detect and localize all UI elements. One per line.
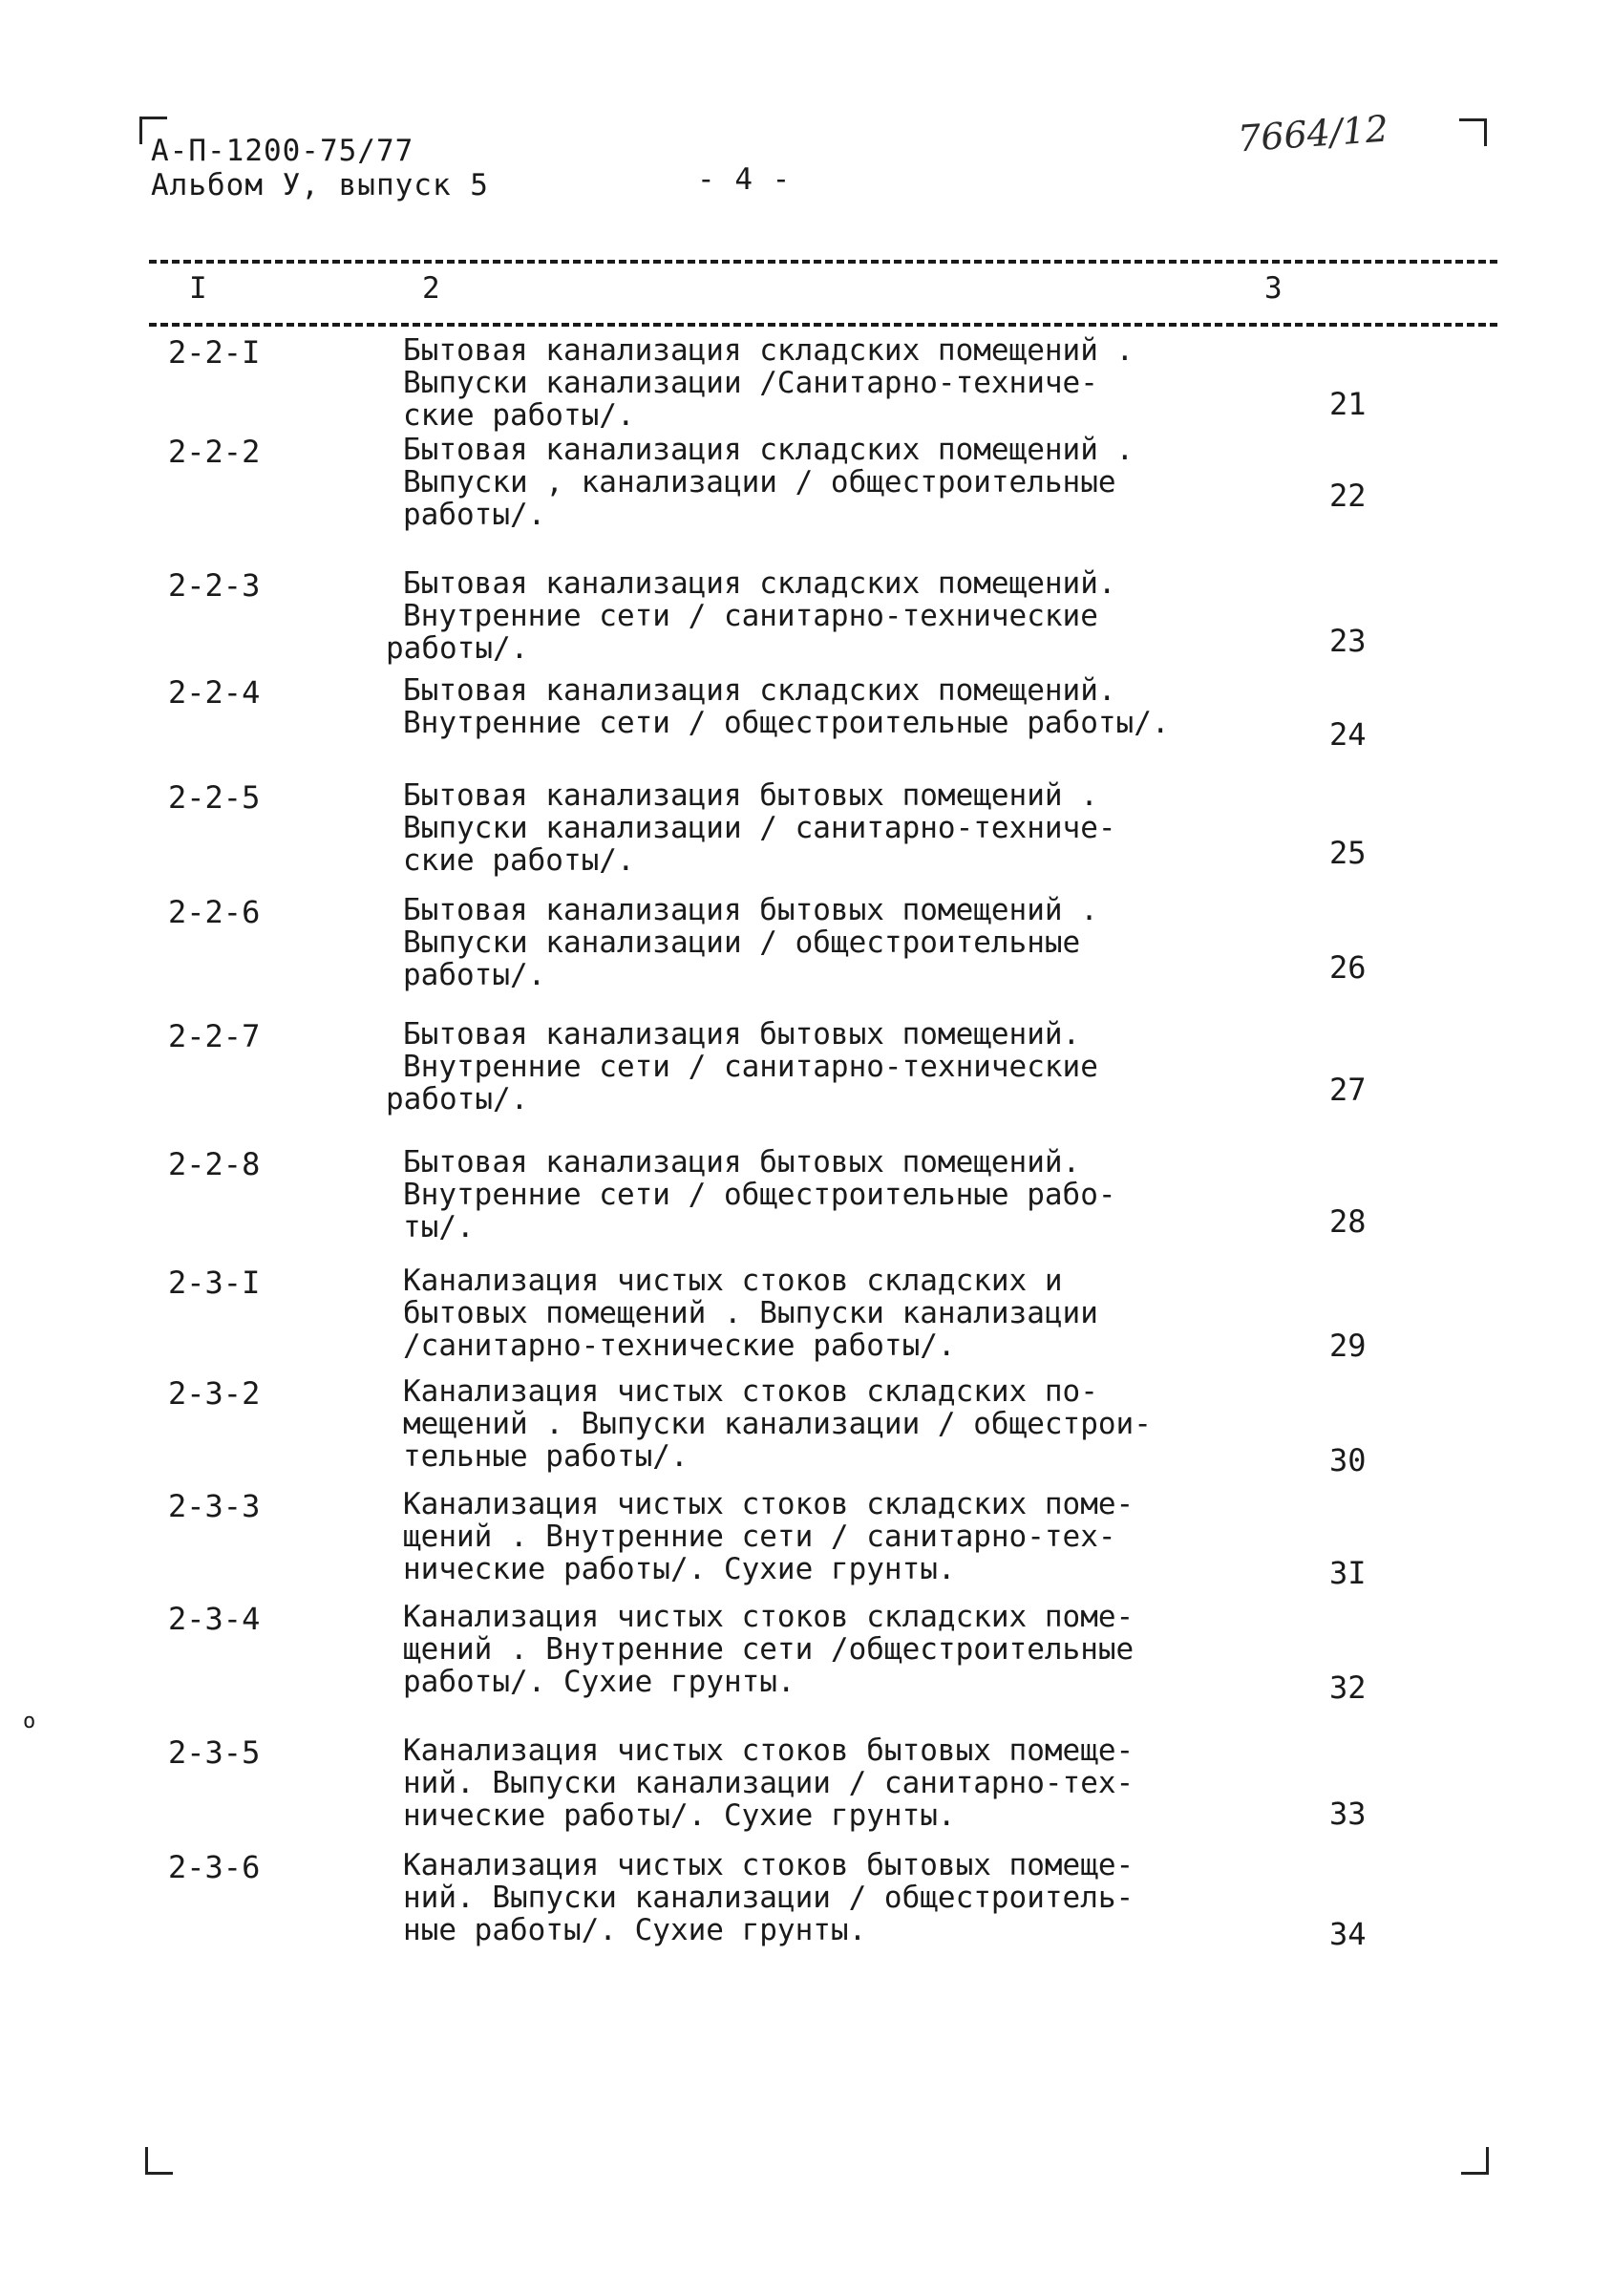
description-line: Внутренние сети / санитарно-технические [403, 1050, 1098, 1084]
sheet-description [403, 674, 1262, 739]
sheet-number: 32 [1329, 1669, 1367, 1706]
sheet-description [403, 894, 1262, 991]
description-line: бытовых помещений . Выпуски канализации [403, 1296, 1098, 1330]
sheet-description [403, 1146, 1262, 1244]
sheet-description [403, 1265, 1262, 1362]
table-row [0, 1265, 1612, 1375]
corner-mark-top-right [1459, 118, 1487, 146]
table-row [0, 779, 1612, 890]
description-line: Внутренние сети / общестроительные работы/. [403, 706, 1170, 740]
corner-mark-bottom-right [1461, 2147, 1489, 2175]
sheet-number: 28 [1329, 1203, 1367, 1240]
table-row [0, 1601, 1612, 1711]
description-line: /санитарно-технические работы/. [403, 1329, 956, 1363]
description-line: нические работы/. Сухие грунты. [403, 1552, 956, 1586]
table-row [0, 1146, 1612, 1257]
sheet-number: 24 [1329, 716, 1367, 753]
description-line: Выпуски канализации / общестроительные [403, 925, 1081, 960]
album-label: Альбом У, выпуск 5 [151, 168, 489, 202]
sheet-description [403, 779, 1262, 877]
sheet-code: 2-3-I [168, 1265, 261, 1301]
sheet-code: 2-3-2 [168, 1375, 261, 1412]
description-line: работы/. [403, 498, 546, 532]
sheet-description [403, 1734, 1262, 1832]
table-row [0, 1849, 1612, 1960]
description-line: Канализация чистых стоков бытовых помеще- [403, 1848, 1135, 1882]
column-header-1: I [189, 271, 207, 306]
description-line: Бытовая канализация складских помещений. [403, 566, 1116, 601]
sheet-code: 2-2-2 [168, 434, 261, 470]
description-line: Канализация чистых стоков складских поме- [403, 1600, 1135, 1634]
table-row [0, 894, 1612, 1005]
table-row [0, 334, 1612, 445]
description-line: Канализация чистых стоков складских и [403, 1264, 1063, 1298]
table-top-rule [149, 260, 1497, 264]
sheet-code: 2-2-5 [168, 779, 261, 816]
corner-mark-bottom-left [145, 2147, 173, 2175]
sheet-code: 2-2-I [168, 334, 261, 371]
table-row [0, 1375, 1612, 1486]
sheet-number: 21 [1329, 386, 1367, 422]
sheet-code: 2-2-3 [168, 567, 261, 604]
sheet-code: 2-2-7 [168, 1018, 261, 1054]
description-line: Бытовая канализация складских помещений. [403, 673, 1116, 708]
sheet-number: 33 [1329, 1796, 1367, 1832]
sheet-description [403, 1601, 1262, 1698]
sheet-description [403, 434, 1262, 531]
table-row [0, 1018, 1612, 1129]
sheet-number: 26 [1329, 949, 1367, 986]
table-row [0, 1488, 1612, 1599]
description-line: ний. Выпуски канализации / санитарно-тех- [403, 1766, 1135, 1800]
sheet-number: 29 [1329, 1328, 1367, 1364]
description-line: Бытовая канализация бытовых помещений . [403, 778, 1098, 813]
sheet-code: 2-3-3 [168, 1488, 261, 1524]
description-line: работы/. [386, 1082, 529, 1116]
sheet-description [403, 1488, 1262, 1585]
sheet-code: 2-3-6 [168, 1849, 261, 1885]
column-header-2: 2 [422, 271, 440, 306]
description-line: нические работы/. Сухие грунты. [403, 1798, 956, 1833]
description-line: Выпуски канализации / санитарно-техниче- [403, 811, 1116, 845]
archive-number: 7664/12 [1236, 107, 1390, 160]
sheet-description [403, 1375, 1262, 1473]
sheet-description [403, 1849, 1262, 1946]
description-line: Выпуски канализации /Санитарно-техниче- [403, 366, 1098, 400]
sheet-number: 34 [1329, 1916, 1367, 1952]
description-line: ний. Выпуски канализации / общестроитель- [403, 1881, 1135, 1915]
table-header-rule [149, 323, 1497, 327]
description-line: Бытовая канализация складских помещений . [403, 433, 1135, 467]
sheet-number: 27 [1329, 1072, 1367, 1108]
description-line: Канализация чистых стоков складских поме- [403, 1487, 1135, 1521]
description-line: Канализация чистых стоков складских по- [403, 1374, 1098, 1409]
margin-mark: o [23, 1710, 36, 1733]
sheet-code: 2-2-4 [168, 674, 261, 711]
description-line: работы/. Сухие грунты. [403, 1665, 795, 1699]
description-line: работы/. [386, 631, 529, 666]
description-line: Бытовая канализация складских помещений . [403, 333, 1135, 368]
sheet-description [403, 334, 1262, 432]
description-line: тельные работы/. [403, 1439, 689, 1474]
description-line: щений . Внутренние сети / санитарно-тех- [403, 1520, 1116, 1554]
table-row [0, 674, 1612, 785]
description-line: Внутренние сети / общестроительные рабо- [403, 1178, 1116, 1212]
column-header-3: 3 [1264, 271, 1283, 306]
sheet-number: 22 [1329, 478, 1367, 514]
table-row [0, 1734, 1612, 1845]
document-code: А-П-1200-75/77 [151, 134, 414, 168]
description-line: Бытовая канализация бытовых помещений . [403, 893, 1098, 927]
description-line: ские работы/. [403, 398, 635, 433]
description-line: мещений . Выпуски канализации / общестрои- [403, 1407, 1152, 1441]
sheet-code: 2-3-5 [168, 1734, 261, 1771]
description-line: Выпуски , канализации / общестроительные [403, 465, 1116, 500]
description-line: Бытовая канализация бытовых помещений. [403, 1145, 1081, 1180]
description-line: работы/. [403, 958, 546, 992]
description-line: щений . Внутренние сети /общестроительные [403, 1632, 1135, 1667]
description-line: ты/. [403, 1210, 475, 1244]
sheet-number: 3I [1329, 1555, 1367, 1591]
sheet-number: 23 [1329, 623, 1367, 659]
sheet-code: 2-2-8 [168, 1146, 261, 1182]
sheet-description [386, 566, 1262, 666]
description-line: Внутренние сети / санитарно-технические [403, 599, 1098, 633]
sheet-number: 25 [1329, 835, 1367, 871]
description-line: Канализация чистых стоков бытовых помеще- [403, 1733, 1135, 1768]
description-line: ные работы/. Сухие грунты. [403, 1913, 867, 1947]
sheet-description [386, 1017, 1262, 1116]
sheet-code: 2-3-4 [168, 1601, 261, 1637]
table-row [0, 434, 1612, 544]
sheet-number: 30 [1329, 1442, 1367, 1478]
sheet-code: 2-2-6 [168, 894, 261, 930]
description-line: Бытовая канализация бытовых помещений. [403, 1017, 1081, 1052]
page-number: - 4 - [697, 162, 792, 197]
table-row [0, 567, 1612, 678]
description-line: ские работы/. [403, 843, 635, 878]
